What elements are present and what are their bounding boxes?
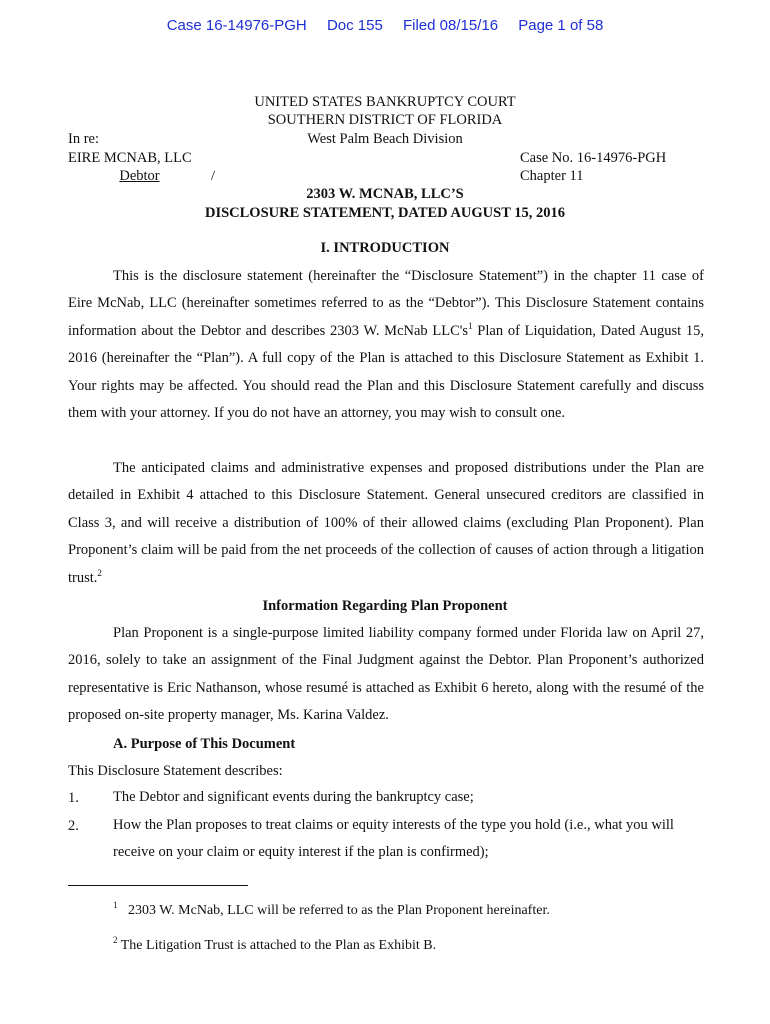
footnote-2 [113, 935, 437, 954]
list-item-2-text: How the Plan proposes to treat claims or equity interests of the type you hold (i.e., what you will receive on your claim or equity interest if the plan is confirmed); [113, 817, 674, 861]
case-number: Case No. 16-14976-PGH [520, 150, 667, 166]
chapter-label: Chapter 11 [520, 168, 584, 184]
intro-paragraph-2 [68, 455, 704, 592]
court-district: SOUTHERN DISTRICT OF FLORIDA [267, 112, 503, 128]
court-division: West Palm Beach Division [307, 131, 463, 147]
footnote-1 [113, 900, 550, 919]
section-heading-plan-proponent: Information Regarding Plan Proponent [262, 598, 508, 614]
purpose-intro: This Disclosure Statement describes: [68, 763, 283, 779]
intro-p2-text: The anticipated claims and administrative expenses and proposed distributions under the Plan are detailed in Exhibit 4 attached to this Disclosure Statement. General unsecured creditors are classified in Class 3, and will receive a distribution of 100% of their allowed claims (excluding Plan Proponent). Plan Proponent’s claim will be paid from the net proceeds of the collection of causes of action through a litigation trust. [68, 460, 704, 586]
list-item-2-number: 2. [68, 818, 79, 834]
footnote-2-mark: 2 [113, 935, 118, 945]
footnote-ref-1: 1 [468, 320, 473, 331]
list-item-1-number: 1. [68, 790, 79, 806]
filing-stamp [0, 17, 770, 34]
section-heading-purpose: A. Purpose of This Document [113, 736, 296, 752]
document-title-line1: 2303 W. MCNAB, LLC’S [306, 186, 464, 202]
document-title-line2: DISCLOSURE STATEMENT, DATED AUGUST 15, 2016 [204, 205, 566, 221]
footnote-1-text: 2303 W. McNab, LLC will be referred to as the Plan Proponent hereinafter. [128, 903, 550, 918]
footnote-2-text: The Litigation Trust is attached to the Plan as Exhibit B. [120, 938, 437, 953]
stamp-doc-number: Doc 155 [326, 17, 383, 34]
section-heading-introduction: I. INTRODUCTION [320, 240, 450, 256]
intro-paragraph-1 [68, 263, 704, 427]
debtor-line [68, 168, 215, 185]
debtor-slash: / [211, 168, 216, 184]
in-re-label: In re: [68, 131, 99, 147]
intro-p1-part-b: Plan of Liquidation, Dated August 15, 2016 (hereinafter the “Plan”). A full copy of the Plan is attached to this Disclosure Statement as Exhibit 1. Your rights may be affected. You should read the Plan and this Disclosure Statement carefully and discuss them with your attorney. If you do not have an attorney, you may wish to consult one. [68, 322, 704, 422]
footnote-1-mark: 1 [113, 900, 118, 910]
court-name: UNITED STATES BANKRUPTCY COURT [254, 94, 516, 110]
debtor-label: Debtor [119, 168, 160, 184]
stamp-case-number: Case 16-14976-PGH [166, 17, 307, 34]
footnote-divider [68, 885, 248, 886]
stamp-page-number: Page 1 of 58 [518, 17, 604, 34]
stamp-filed-date: Filed 08/15/16 [402, 17, 499, 34]
footnote-ref-2: 2 [97, 567, 102, 578]
intro-p1-part-a: This is the disclosure statement (hereinafter the “Disclosure Statement”) in the chapter 11 case of Eire McNab, LLC (hereinafter sometimes referred to as the “Debtor”). This Disclosure Statement contains information about the Debtor and describes 2303 W. McNab LLC's [68, 268, 704, 339]
list-item-1-text: The Debtor and significant events during the bankruptcy case; [113, 789, 474, 805]
debtor-name: EIRE MCNAB, LLC [68, 150, 192, 166]
plan-proponent-paragraph: Plan Proponent is a single-purpose limited liability company formed under Florida law on April 27, 2016, solely to take an assignment of the Final Judgment against the Debtor. Plan Proponent’s authorized representative is Eric Nathanson, whose resumé is attached as Exhibit 6 hereto, along with the resumé of the proposed on-site property manager, Ms. Karina Valdez. [68, 625, 704, 724]
